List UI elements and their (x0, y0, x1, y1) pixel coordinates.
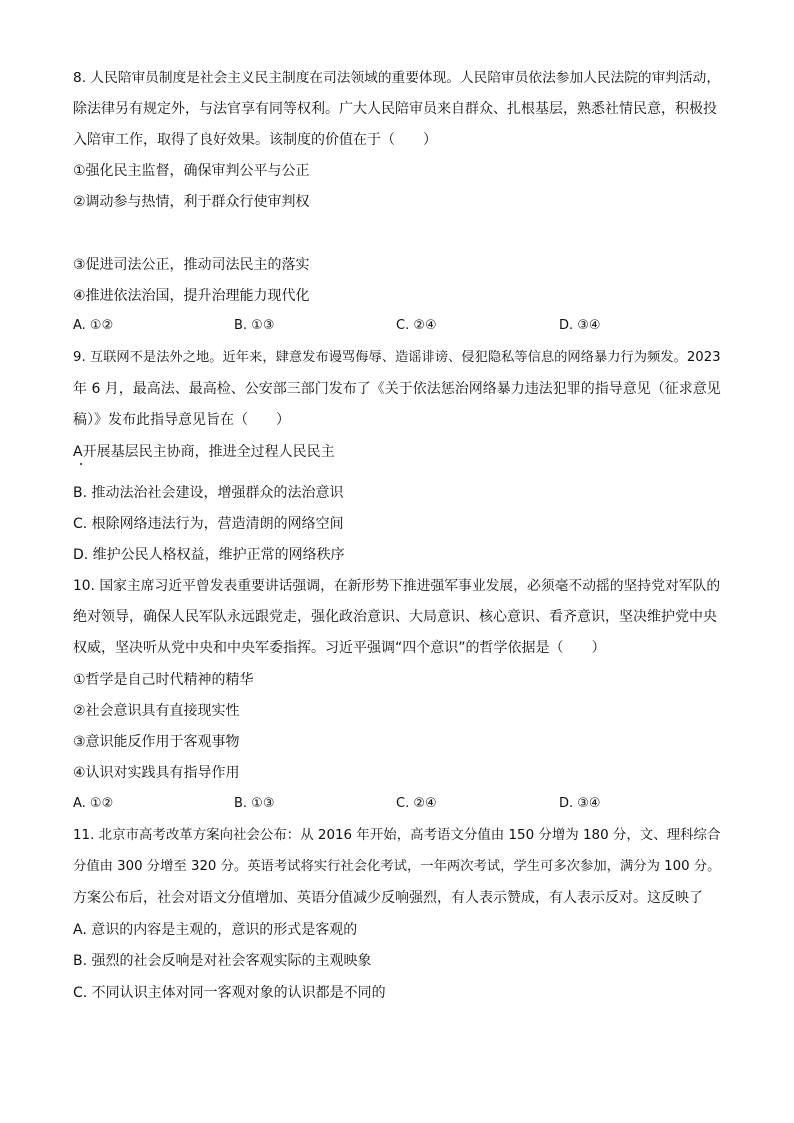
q8-item-1: ①强化民主监督，确保审判公平与公正 (73, 163, 310, 179)
q9-option-a: A开展基层民主协商，推进全过程人民民主 (73, 444, 335, 460)
q11-stem-line-2: 分值由 300 分增至 320 分。英语考试将实行社会化考试，一年两次考试，学生可多次参加，满分为 100 分。 (73, 859, 721, 874)
stray-dot-mark (80, 463, 82, 465)
q8-item-2: ②调动参与热情，利于群众行使审判权 (73, 194, 310, 210)
q10-option-c: C. ②④ (396, 796, 437, 811)
q10-option-a: A. ①② (73, 796, 114, 811)
q10-item-4: ④认识对实践具有指导作用 (73, 765, 240, 781)
q9-stem-line-1: 9. 互联网不是法外之地。近年来，肆意发布谩骂侮辱、造谣诽谤、侵犯隐私等信息的网络暴力行为频发。2023 (73, 350, 721, 365)
q11-option-a: A. 意识的内容是主观的，意识的形式是客观的 (73, 922, 358, 938)
q10-options (73, 794, 633, 814)
q11-option-b: B. 强烈的社会反响是对社会客观实际的主观映象 (73, 953, 372, 969)
q11-stem-line-1: 11. 北京市高考改革方案向社会公布：从 2016 年开始，高考语文分值由 150 分增为 180 分，文、理科综合 (73, 828, 721, 843)
q8-options (73, 316, 633, 336)
q8-stem-line-3: 入陪审工作，取得了良好效果。该制度的价值在于（ ） (73, 132, 437, 148)
q8-item-3: ③促进司法公正，推动司法民主的落实 (73, 257, 310, 273)
q9-option-b: B. 推动法治社会建设，增强群众的法治意识 (73, 485, 344, 501)
q10-option-b: B. ①③ (234, 796, 275, 811)
q10-stem-line-2: 绝对领导，确保人民军队永远跟党走，强化政治意识、大局意识、核心意识、看齐意识，坚决维护党中央 (73, 609, 717, 625)
q9-stem-line-2: 年 6 月，最高法、最高检、公安部三部门发布了《关于依法惩治网络暴力违法犯罪的指导意见（征求意见 (73, 381, 721, 397)
q8-option-c: C. ②④ (396, 318, 437, 333)
q10-stem-line-3: 权威，坚决听从党中央和中央军委指挥。习近平强调“四个意识”的哲学依据是（ ） (73, 640, 606, 656)
q11-stem-line-3: 方案公布后，社会对语文分值增加、英语分值减少反响强烈，有人表示赞成，有人表示反对。这反映了 (73, 890, 703, 906)
q10-item-1: ①哲学是自己时代精神的精华 (73, 672, 254, 688)
q10-stem-line-1: 10. 国家主席习近平曾发表重要讲话强调，在新形势下推进强军事业发展，必须毫不动摇的坚持党对军队的 (73, 578, 721, 594)
q8-item-4: ④推进依法治国，提升治理能力现代化 (73, 288, 310, 304)
q8-option-a: A. ①② (73, 318, 114, 333)
q10-item-3: ③意识能反作用于客观事物 (73, 734, 240, 750)
q8-option-b: B. ①③ (234, 318, 275, 333)
q9-option-d: D. 维护公民人格权益，维护正常的网络秩序 (73, 547, 345, 563)
q8-stem-line-1: 8. 人民陪审员制度是社会主义民主制度在司法领域的重要体现。人民陪审员依法参加人民法院的审判活动， (73, 70, 721, 86)
q9-option-c: C. 根除网络违法行为，营造清朗的网络空间 (73, 516, 344, 532)
q9-stem-line-3: 稿）》发布此指导意见旨在（ ） (73, 412, 290, 428)
q10-option-d: D. ③④ (559, 796, 601, 811)
q8-option-d: D. ③④ (559, 318, 601, 333)
q8-stem-line-2: 除法律另有规定外，与法官享有同等权利。广大人民陪审员来自群众、扎根基层，熟悉社情民意，积极投 (73, 101, 717, 117)
q10-item-2: ②社会意识具有直接现实性 (73, 703, 240, 719)
q11-option-c: C. 不同认识主体对同一客观对象的认识都是不同的 (73, 985, 386, 1001)
